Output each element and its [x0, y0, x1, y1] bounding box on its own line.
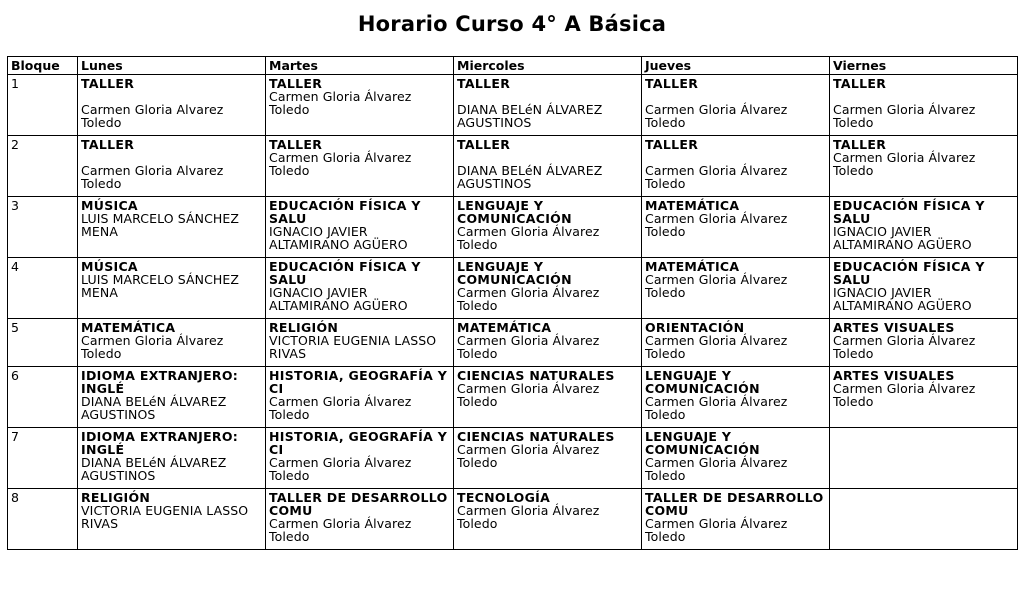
teacher-name: Carmen Gloria Álvarez Toledo [833, 333, 976, 361]
teacher-name: Carmen Gloria Álvarez Toledo [645, 333, 788, 361]
subject-label: MATEMÁTICA [457, 320, 552, 335]
subject-label: TALLER [833, 137, 887, 152]
schedule-cell-jueves [642, 258, 830, 319]
subject-label: TALLER [81, 137, 135, 152]
schedule-cell-martes [266, 319, 454, 367]
subject-label: TALLER DE DESARROLLO COMU [269, 490, 448, 518]
subject-label: EDUCACIÓN FÍSICA Y SALU [833, 259, 985, 287]
teacher-name: Carmen Gloria Álvarez Toledo [645, 211, 788, 239]
schedule-cell-lunes [78, 489, 266, 550]
teacher-name: Carmen Gloria Álvarez Toledo [269, 89, 412, 117]
table-row [8, 428, 1018, 489]
header-martes: Martes [266, 57, 454, 75]
schedule-cell-martes [266, 197, 454, 258]
header-miercoles: Miercoles [454, 57, 642, 75]
teacher-name: DIANA BELéN ÁLVAREZ AGUSTINOS [457, 163, 603, 191]
teacher-name: Carmen Gloria Álvarez Toledo [645, 102, 788, 130]
subject-label: IDIOMA EXTRANJERO: INGLÉ [81, 429, 239, 457]
table-row [8, 319, 1018, 367]
header-jueves: Jueves [642, 57, 830, 75]
subject-label: TALLER [269, 137, 323, 152]
header-viernes: Viernes [830, 57, 1018, 75]
schedule-cell-lunes [78, 75, 266, 136]
schedule-cell-martes [266, 258, 454, 319]
schedule-cell-viernes [830, 428, 1018, 489]
schedule-table [7, 56, 1018, 550]
teacher-name: DIANA BELéN ÁLVAREZ AGUSTINOS [81, 394, 227, 422]
schedule-cell-jueves [642, 136, 830, 197]
table-row [8, 489, 1018, 550]
schedule-cell-jueves [642, 428, 830, 489]
bloque-cell: 3 [8, 197, 78, 258]
subject-label: LENGUAJE Y COMUNICACIÓN [457, 259, 572, 287]
teacher-name: Carmen Gloria Álvarez Toledo [833, 102, 976, 130]
schedule-cell-miercoles [454, 136, 642, 197]
teacher-name: IGNACIO JAVIER ALTAMIRANO AGÜERO [269, 285, 408, 313]
teacher-name: DIANA BELéN ÁLVAREZ AGUSTINOS [81, 455, 227, 483]
schedule-cell-miercoles [454, 319, 642, 367]
schedule-cell-martes [266, 136, 454, 197]
subject-label: EDUCACIÓN FÍSICA Y SALU [269, 198, 421, 226]
teacher-name: VICTORIA EUGENIA LASSO RIVAS [81, 503, 249, 531]
teacher-name: Carmen Gloria Álvarez Toledo [269, 394, 412, 422]
subject-label: MATEMÁTICA [645, 198, 740, 213]
schedule-cell-jueves [642, 489, 830, 550]
schedule-cell-miercoles [454, 197, 642, 258]
subject-label: TALLER [833, 76, 887, 91]
teacher-name: Carmen Gloria Alvarez Toledo [81, 102, 224, 130]
teacher-name: Carmen Gloria Álvarez Toledo [269, 455, 412, 483]
teacher-name: IGNACIO JAVIER ALTAMIRANO AGÜERO [833, 224, 972, 252]
schedule-cell-viernes [830, 75, 1018, 136]
teacher-name: IGNACIO JAVIER ALTAMIRANO AGÜERO [833, 285, 972, 313]
teacher-name: Carmen Gloria Álvarez Toledo [457, 381, 600, 409]
table-row [8, 75, 1018, 136]
teacher-name: LUIS MARCELO SÁNCHEZ MENA [81, 211, 240, 239]
schedule-cell-miercoles [454, 258, 642, 319]
subject-label: EDUCACIÓN FÍSICA Y SALU [269, 259, 421, 287]
subject-label: MATEMÁTICA [81, 320, 176, 335]
schedule-cell-lunes [78, 197, 266, 258]
schedule-cell-viernes [830, 136, 1018, 197]
bloque-cell: 1 [8, 75, 78, 136]
teacher-name: Carmen Gloria Álvarez Toledo [457, 285, 600, 313]
subject-label: TALLER [645, 137, 699, 152]
teacher-name: Carmen Gloria Álvarez Toledo [457, 224, 600, 252]
subject-label: EDUCACIÓN FÍSICA Y SALU [833, 198, 985, 226]
schedule-cell-miercoles [454, 75, 642, 136]
teacher-name: Carmen Gloria Álvarez Toledo [457, 442, 600, 470]
bloque-cell: 4 [8, 258, 78, 319]
teacher-name: IGNACIO JAVIER ALTAMIRANO AGÜERO [269, 224, 408, 252]
teacher-name: DIANA BELéN ÁLVAREZ AGUSTINOS [457, 102, 603, 130]
schedule-cell-jueves [642, 367, 830, 428]
header-row [8, 57, 1018, 75]
bloque-cell: 6 [8, 367, 78, 428]
schedule-cell-viernes [830, 367, 1018, 428]
subject-label: TALLER [645, 76, 699, 91]
schedule-cell-jueves [642, 319, 830, 367]
bloque-cell: 5 [8, 319, 78, 367]
teacher-name: Carmen Gloria Álvarez Toledo [833, 150, 976, 178]
table-row [8, 367, 1018, 428]
subject-label: LENGUAJE Y COMUNICACIÓN [645, 368, 760, 396]
bloque-cell: 8 [8, 489, 78, 550]
teacher-name: Carmen Gloria Álvarez Toledo [457, 503, 600, 531]
table-row [8, 258, 1018, 319]
subject-label: MATEMÁTICA [645, 259, 740, 274]
schedule-cell-lunes [78, 367, 266, 428]
schedule-cell-lunes [78, 136, 266, 197]
subject-label: HISTORIA, GEOGRAFÍA Y CI [269, 429, 448, 457]
subject-label: CIENCIAS NATURALES [457, 429, 615, 444]
teacher-name: Carmen Gloria Álvarez Toledo [645, 516, 788, 544]
subject-label: MÚSICA [81, 198, 138, 213]
teacher-name: LUIS MARCELO SÁNCHEZ MENA [81, 272, 240, 300]
teacher-name: Carmen Gloria Álvarez Toledo [269, 150, 412, 178]
teacher-name: Carmen Gloria Álvarez Toledo [645, 272, 788, 300]
teacher-name: Carmen Gloria Álvarez Toledo [81, 333, 224, 361]
subject-label: LENGUAJE Y COMUNICACIÓN [457, 198, 572, 226]
subject-label: TALLER [457, 76, 511, 91]
subject-label: IDIOMA EXTRANJERO: INGLÉ [81, 368, 239, 396]
schedule-cell-miercoles [454, 428, 642, 489]
schedule-cell-miercoles [454, 367, 642, 428]
subject-label: HISTORIA, GEOGRAFÍA Y CI [269, 368, 448, 396]
subject-label: LENGUAJE Y COMUNICACIÓN [645, 429, 760, 457]
subject-label: ARTES VISUALES [833, 368, 955, 383]
schedule-cell-martes [266, 75, 454, 136]
subject-label: TALLER [269, 76, 323, 91]
schedule-cell-martes [266, 428, 454, 489]
header-lunes: Lunes [78, 57, 266, 75]
schedule-cell-lunes [78, 258, 266, 319]
subject-label: CIENCIAS NATURALES [457, 368, 615, 383]
subject-label: MÚSICA [81, 259, 138, 274]
bloque-cell: 2 [8, 136, 78, 197]
schedule-cell-martes [266, 367, 454, 428]
schedule-cell-lunes [78, 319, 266, 367]
schedule-cell-viernes [830, 197, 1018, 258]
schedule-cell-miercoles [454, 489, 642, 550]
table-row [8, 136, 1018, 197]
schedule-cell-viernes [830, 258, 1018, 319]
subject-label: ORIENTACIÓN [645, 320, 745, 335]
teacher-name: Carmen Gloria Álvarez Toledo [457, 333, 600, 361]
teacher-name: VICTORIA EUGENIA LASSO RIVAS [269, 333, 437, 361]
schedule-cell-jueves [642, 75, 830, 136]
teacher-name: Carmen Gloria Álvarez Toledo [645, 163, 788, 191]
teacher-name: Carmen Gloria Álvarez Toledo [833, 381, 976, 409]
bloque-cell: 7 [8, 428, 78, 489]
subject-label: TALLER [81, 76, 135, 91]
subject-label: TECNOLOGÍA [457, 490, 551, 505]
schedule-cell-lunes [78, 428, 266, 489]
teacher-name: Carmen Gloria Alvarez Toledo [81, 163, 224, 191]
header-bloque: Bloque [8, 57, 78, 75]
schedule-cell-viernes [830, 319, 1018, 367]
schedule-cell-viernes [830, 489, 1018, 550]
table-row [8, 197, 1018, 258]
teacher-name: Carmen Gloria Álvarez Toledo [269, 516, 412, 544]
subject-label: RELIGIÓN [81, 490, 151, 505]
schedule-cell-martes [266, 489, 454, 550]
teacher-name: Carmen Gloria Álvarez Toledo [645, 394, 788, 422]
subject-label: TALLER [457, 137, 511, 152]
schedule-body [8, 75, 1018, 550]
page-title: Horario Curso 4° A Básica [357, 12, 667, 36]
schedule-cell-jueves [642, 197, 830, 258]
subject-label: TALLER DE DESARROLLO COMU [645, 490, 824, 518]
subject-label: ARTES VISUALES [833, 320, 955, 335]
teacher-name: Carmen Gloria Álvarez Toledo [645, 455, 788, 483]
subject-label: RELIGIÓN [269, 320, 339, 335]
